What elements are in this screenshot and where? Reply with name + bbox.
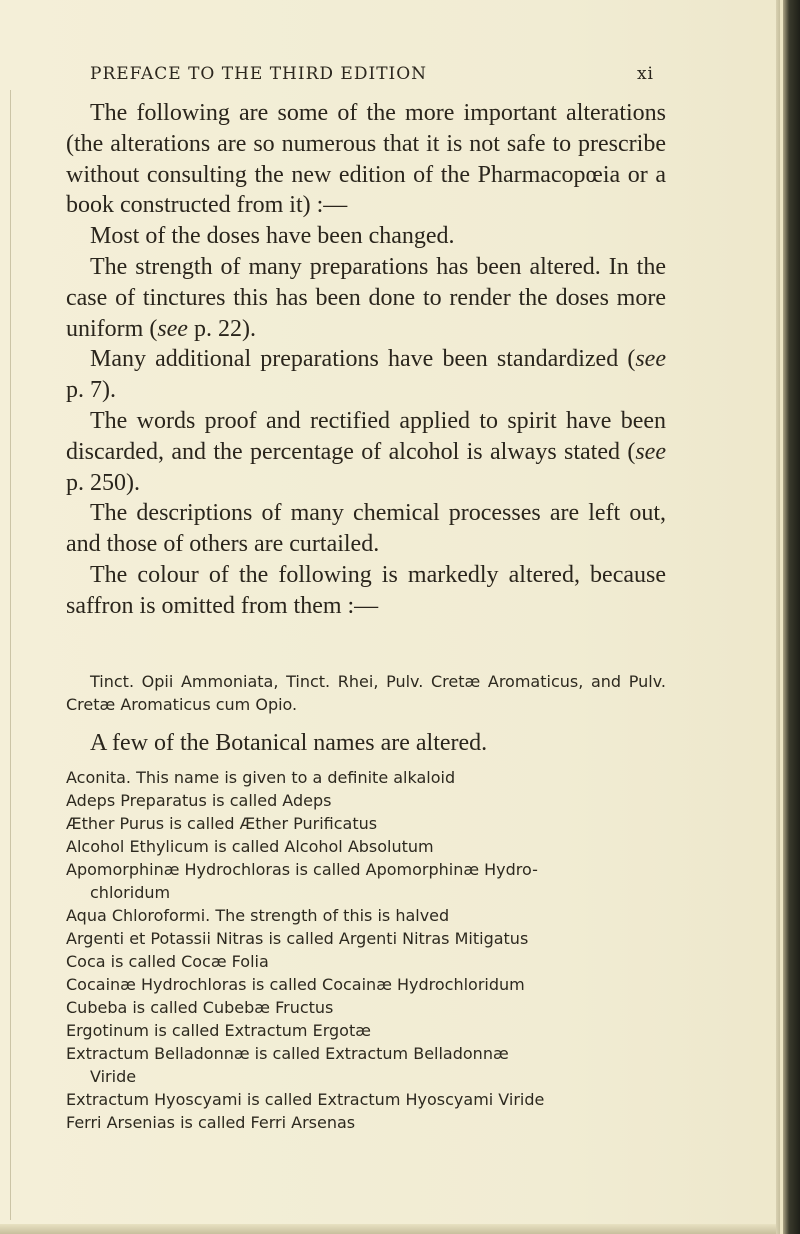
list-item: Cocainæ Hydrochloras is called Cocainæ Hydrochloridum	[66, 975, 525, 994]
page-bottom-edge	[0, 1224, 800, 1234]
list-item: Aqua Chloroformi. The strength of this is halved	[66, 906, 450, 925]
running-head-title: PREFACE TO THE THIRD EDITION	[90, 64, 428, 84]
list-item-continuation: chloridum	[90, 883, 171, 902]
name-change-list	[66, 766, 666, 1134]
list-item: Argenti et Potassii Nitras is called Argenti Nitras Mitigatus	[66, 929, 529, 948]
gutter-shadow	[10, 90, 11, 1220]
paragraph-spirit	[66, 406, 666, 498]
paragraph-doses: Most of the doses have been changed.	[90, 223, 455, 250]
list-item: Ferri Arsenias is called Ferri Arsenas	[66, 1113, 356, 1132]
list-item: Coca is called Cocæ Folia	[66, 952, 269, 971]
paragraph-spirit-text-b: p. 250).	[66, 469, 140, 496]
paragraph-strength	[66, 252, 666, 344]
list-item: Æther Purus is called Æther Purificatus	[66, 814, 378, 833]
see-reference: see	[635, 438, 666, 465]
list-item: Adeps Preparatus is called Adeps	[66, 791, 332, 810]
preface-body	[66, 98, 666, 622]
list-item: Aconita. This name is given to a definite alkaloid	[66, 768, 456, 787]
paragraph-strength-text-b: p. 22).	[187, 315, 256, 342]
list-item: Extractum Hyoscyami is called Extractum Hyoscyami Viride	[66, 1090, 545, 1109]
tincture-list	[66, 670, 666, 716]
paragraph-strength-text-a: The strength of many preparations has been altered. In the case of tinctures this has been done to render the doses more uniform (	[66, 253, 666, 342]
paragraph-spirit-text-a: The words proof and rectified applied to spirit have been discarded, and the percentage of alcohol is always stated (	[66, 407, 666, 465]
paragraph-processes: The descriptions of many chemical processes are left out, and those of others are curtailed.	[66, 500, 666, 558]
page-number: xi	[636, 64, 654, 84]
paragraph-intro: The following are some of the more important alterations (the alterations are so numerous that it is not safe to prescribe without consulting the new edition of the Pharmacopœia or a book constructed from it) :—	[66, 100, 666, 219]
list-item: Ergotinum is called Extractum Ergotæ	[66, 1021, 371, 1040]
list-item: Extractum Belladonnæ is called Extractum Belladonnæ	[66, 1044, 509, 1063]
paragraph-colour: The colour of the following is markedly altered, because saffron is omitted from them :—	[66, 561, 666, 619]
botanical-heading: A few of the Botanical names are altered.	[90, 730, 488, 756]
page-edge-highlight	[780, 0, 783, 1234]
page-fore-edge	[776, 0, 800, 1234]
paragraph-standardized	[66, 344, 666, 406]
list-item-continuation: Viride	[90, 1067, 137, 1086]
tincture-text: Tinct. Opii Ammoniata, Tinct. Rhei, Pulv. Cretæ Aromaticus, and Pulv. Cretæ Aromaticus cum Opio.	[66, 672, 666, 714]
see-reference: see	[635, 346, 666, 373]
paragraph-standardized-text-b: p. 7).	[66, 377, 116, 404]
list-item: Alcohol Ethylicum is called Alcohol Absolutum	[66, 837, 434, 856]
see-reference: see	[157, 315, 188, 342]
list-item: Cubeba is called Cubebæ Fructus	[66, 998, 334, 1017]
paragraph-standardized-text-a: Many additional preparations have been standardized (	[90, 346, 636, 373]
list-item: Apomorphinæ Hydrochloras is called Apomorphinæ Hydro-	[66, 860, 538, 879]
